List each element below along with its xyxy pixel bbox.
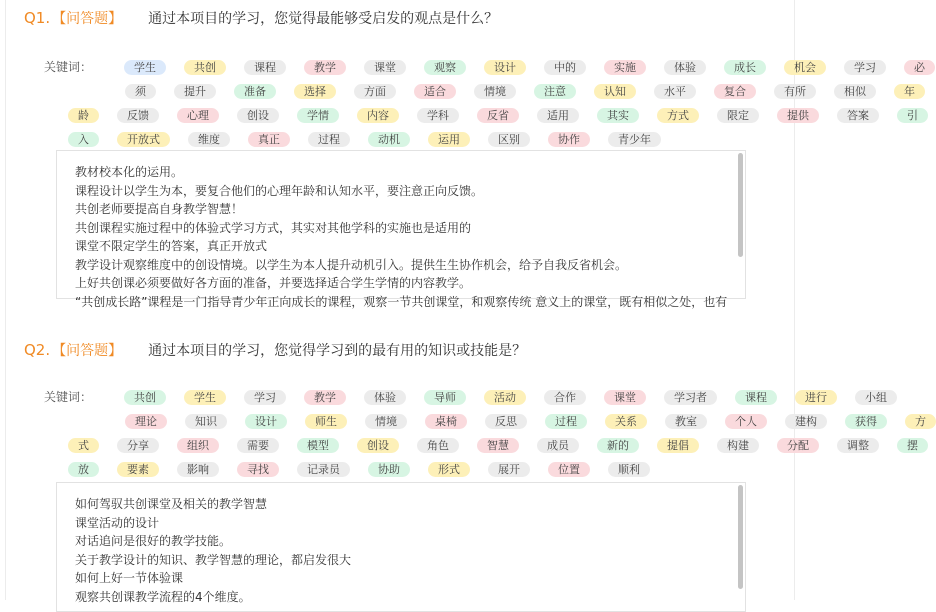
keyword-tag[interactable]: 反馈 bbox=[117, 108, 159, 123]
answer-item: 对话追问是很好的教学技能。 bbox=[75, 534, 232, 548]
keyword-tag[interactable]: 学情 bbox=[297, 108, 339, 123]
answer-item: 观察共创课教学流程的4个维度。 bbox=[75, 589, 251, 604]
keyword-tag[interactable]: 心理 bbox=[177, 108, 219, 123]
keyword-tag[interactable]: 式 bbox=[68, 438, 99, 453]
keyword-tag[interactable]: 适用 bbox=[537, 108, 579, 123]
keyword-tag[interactable]: 关系 bbox=[605, 414, 647, 429]
keyword-tag[interactable]: 中的 bbox=[544, 60, 586, 75]
keyword-tag[interactable]: 知识 bbox=[185, 414, 227, 429]
keyword-tag[interactable]: 学习 bbox=[244, 390, 286, 405]
keyword-tag[interactable]: 体验 bbox=[364, 390, 406, 405]
keyword-tag[interactable]: 影响 bbox=[177, 462, 219, 477]
keyword-tag[interactable]: 展开 bbox=[488, 462, 530, 477]
keyword-tag[interactable]: 青少年 bbox=[608, 132, 661, 147]
keyword-tag[interactable]: 导师 bbox=[424, 390, 466, 405]
answer-list[interactable] bbox=[56, 150, 746, 309]
keyword-tag[interactable]: 学习 bbox=[844, 60, 886, 75]
scrollbar-thumb[interactable] bbox=[738, 485, 743, 589]
keyword-tag[interactable]: 进行 bbox=[795, 390, 837, 405]
keyword-tag[interactable]: 必 bbox=[904, 60, 935, 75]
answer-scrollbar[interactable] bbox=[738, 153, 743, 296]
keyword-tag[interactable]: 准备 bbox=[234, 84, 276, 99]
answer-item: 如何上好一节体验课 bbox=[75, 571, 184, 585]
keyword-row bbox=[124, 385, 897, 409]
keyword-tag[interactable]: 模型 bbox=[297, 438, 339, 453]
keyword-tag[interactable]: 学习者 bbox=[664, 390, 717, 405]
keyword-row bbox=[68, 103, 928, 127]
answer-item: 共创老师要提高自身教学智慧！ bbox=[75, 202, 244, 216]
answer-item: “共创成长路”课程是一门指导青少年正向成长的课程，观察一节共创课堂，和观察传统 意义上的课堂，既有相似之处，也有 bbox=[75, 294, 728, 309]
left-border bbox=[5, 0, 6, 600]
keyword-label: 关键词： bbox=[44, 60, 93, 74]
keyword-tag[interactable]: 方式 bbox=[657, 108, 699, 123]
answer-item: 课堂不限定学生的答案，真正开放式 bbox=[75, 239, 268, 253]
keyword-tag[interactable]: 记录员 bbox=[297, 462, 350, 477]
keyword-tag[interactable]: 创设 bbox=[357, 438, 399, 453]
keyword-tag[interactable]: 动机 bbox=[368, 132, 410, 147]
question-header bbox=[24, 7, 786, 29]
keyword-tag[interactable]: 课堂 bbox=[364, 60, 406, 75]
keyword-tag[interactable]: 提供 bbox=[777, 108, 819, 123]
answer-item: 课堂活动的设计 bbox=[75, 515, 160, 530]
keyword-tag[interactable]: 新的 bbox=[597, 438, 639, 453]
keyword-tag[interactable]: 适合 bbox=[414, 84, 456, 99]
keyword-row bbox=[125, 409, 936, 433]
answer-item: 关于教学设计的知识、教学智慧的理论，都启发很大 bbox=[75, 552, 352, 567]
keyword-tag[interactable]: 成长 bbox=[724, 60, 766, 75]
answer-item: 教学设计观察维度中的创设情境。以学生为本人提升动机引入。提供生生协作机会，给予自我反省机会。 bbox=[75, 257, 628, 272]
question-text: 通过本项目的学习，您觉得学习到的最有用的知识或技能是？ bbox=[148, 343, 527, 359]
keyword-tag[interactable]: 维度 bbox=[188, 132, 230, 147]
question-number: Q2. bbox=[24, 341, 51, 359]
keyword-tag[interactable]: 分配 bbox=[777, 438, 819, 453]
answer-list[interactable] bbox=[56, 482, 746, 612]
keyword-tag[interactable]: 协助 bbox=[368, 462, 410, 477]
keyword-tag[interactable]: 桌椅 bbox=[425, 414, 467, 429]
keyword-tag[interactable]: 建构 bbox=[785, 414, 827, 429]
keyword-tag[interactable]: 方面 bbox=[354, 84, 396, 99]
keyword-row bbox=[124, 55, 935, 79]
keyword-tag[interactable]: 相似 bbox=[834, 84, 876, 99]
keyword-tag[interactable]: 合作 bbox=[544, 390, 586, 405]
keyword-tag[interactable]: 形式 bbox=[428, 462, 470, 477]
keyword-tag[interactable]: 水平 bbox=[654, 84, 696, 99]
keyword-tag[interactable]: 角色 bbox=[417, 438, 459, 453]
keyword-tag[interactable]: 情境 bbox=[474, 84, 516, 99]
keyword-tag[interactable]: 设计 bbox=[484, 60, 526, 75]
keyword-tag[interactable]: 体验 bbox=[664, 60, 706, 75]
keyword-tag[interactable]: 共创 bbox=[184, 60, 226, 75]
keyword-tag[interactable]: 理论 bbox=[125, 414, 167, 429]
answer-item: 如何驾驭共创课堂及相关的教学智慧 bbox=[75, 497, 268, 511]
keyword-tag[interactable]: 区别 bbox=[488, 132, 530, 147]
keyword-tag[interactable]: 认知 bbox=[594, 84, 636, 99]
keyword-tag[interactable]: 活动 bbox=[484, 390, 526, 405]
keyword-tag[interactable]: 选择 bbox=[294, 84, 336, 99]
keyword-tag[interactable]: 智慧 bbox=[477, 438, 519, 453]
keyword-tag[interactable]: 位置 bbox=[548, 462, 590, 477]
keyword-tag[interactable]: 须 bbox=[125, 84, 156, 99]
keyword-tag[interactable]: 教学 bbox=[304, 390, 346, 405]
keyword-tag[interactable]: 方 bbox=[905, 414, 936, 429]
keyword-tag[interactable]: 寻找 bbox=[237, 462, 279, 477]
keyword-tag[interactable]: 需要 bbox=[237, 438, 279, 453]
keyword-tag[interactable]: 顺利 bbox=[608, 462, 650, 477]
keyword-row bbox=[68, 127, 661, 151]
keyword-tag[interactable]: 机会 bbox=[784, 60, 826, 75]
keyword-tag[interactable]: 课程 bbox=[244, 60, 286, 75]
keyword-tag[interactable]: 学生 bbox=[184, 390, 226, 405]
keyword-tag[interactable]: 引 bbox=[897, 108, 928, 123]
keyword-tag[interactable]: 提升 bbox=[174, 84, 216, 99]
keyword-tag[interactable]: 龄 bbox=[68, 108, 99, 123]
keyword-tag[interactable]: 师生 bbox=[305, 414, 347, 429]
keyword-tag[interactable]: 要素 bbox=[117, 462, 159, 477]
keyword-tag[interactable]: 注意 bbox=[534, 84, 576, 99]
keyword-tag[interactable]: 实施 bbox=[604, 60, 646, 75]
keyword-cloud bbox=[44, 55, 925, 151]
keyword-tag[interactable]: 内容 bbox=[357, 108, 399, 123]
keyword-label: 关键词： bbox=[44, 390, 93, 404]
keyword-tag[interactable]: 其实 bbox=[597, 108, 639, 123]
keyword-tag[interactable]: 课程 bbox=[735, 390, 777, 405]
keyword-tag[interactable]: 反省 bbox=[477, 108, 519, 123]
keyword-row bbox=[68, 457, 650, 481]
keyword-tag[interactable]: 学科 bbox=[417, 108, 459, 123]
answer-item: 共创课程实施过程中的体验式学习方式，其实对其他学科的实施也是适用的 bbox=[75, 220, 472, 235]
keyword-tag[interactable]: 放 bbox=[68, 462, 99, 477]
keyword-tag[interactable]: 摆 bbox=[897, 438, 928, 453]
keyword-tag[interactable]: 构建 bbox=[717, 438, 759, 453]
keyword-tag[interactable]: 答案 bbox=[837, 108, 879, 123]
question-header bbox=[24, 339, 786, 361]
keyword-tag[interactable]: 限定 bbox=[717, 108, 759, 123]
keyword-tag[interactable]: 开放式 bbox=[117, 132, 170, 147]
keyword-tag[interactable]: 教室 bbox=[665, 414, 707, 429]
keyword-tag[interactable]: 个人 bbox=[725, 414, 767, 429]
keyword-tag[interactable]: 观察 bbox=[424, 60, 466, 75]
keyword-tag[interactable]: 课堂 bbox=[604, 390, 646, 405]
keyword-cloud bbox=[44, 385, 926, 481]
keyword-tag[interactable]: 小组 bbox=[855, 390, 897, 405]
answer-item: 上好共创课必须要做好各方面的准备，并要选择适合学生学情的内容教学。 bbox=[75, 276, 472, 290]
keyword-tag[interactable]: 协作 bbox=[548, 132, 590, 147]
keyword-tag[interactable]: 真正 bbox=[248, 132, 290, 147]
keyword-row bbox=[68, 433, 928, 457]
keyword-tag[interactable]: 获得 bbox=[845, 414, 887, 429]
answer-item: 课程设计以学生为本，要复合他们的心理年龄和认知水平，要注意正向反馈。 bbox=[75, 183, 484, 198]
keyword-tag[interactable]: 设计 bbox=[245, 414, 287, 429]
question-type: 【问答题】 bbox=[52, 343, 123, 359]
keyword-row bbox=[125, 79, 925, 103]
keyword-tag[interactable]: 成员 bbox=[537, 438, 579, 453]
keyword-tag[interactable]: 情境 bbox=[365, 414, 407, 429]
keyword-tag[interactable]: 组织 bbox=[177, 438, 219, 453]
question-number: Q1. bbox=[24, 9, 51, 27]
keyword-tag[interactable]: 入 bbox=[68, 132, 99, 147]
scrollbar-thumb[interactable] bbox=[738, 153, 743, 257]
question-text: 通过本项目的学习，您觉得最能够受启发的观点是什么？ bbox=[148, 11, 499, 27]
keyword-tag[interactable]: 过程 bbox=[545, 414, 587, 429]
question-type: 【问答题】 bbox=[52, 11, 123, 27]
keyword-tag[interactable]: 提倡 bbox=[657, 438, 699, 453]
keyword-tag[interactable]: 过程 bbox=[308, 132, 350, 147]
keyword-tag[interactable]: 调整 bbox=[837, 438, 879, 453]
keyword-tag[interactable]: 反思 bbox=[485, 414, 527, 429]
keyword-tag[interactable]: 教学 bbox=[304, 60, 346, 75]
keyword-tag[interactable]: 共创 bbox=[124, 390, 166, 405]
keyword-tag[interactable]: 创设 bbox=[237, 108, 279, 123]
answer-scrollbar[interactable] bbox=[738, 485, 743, 609]
answer-item: 教材校本化的运用。 bbox=[75, 165, 184, 179]
keyword-tag[interactable]: 年 bbox=[894, 84, 925, 99]
keyword-tag[interactable]: 分享 bbox=[117, 438, 159, 453]
keyword-tag[interactable]: 运用 bbox=[428, 132, 470, 147]
keyword-tag[interactable]: 有所 bbox=[774, 84, 816, 99]
keyword-tag[interactable]: 复合 bbox=[714, 84, 756, 99]
keyword-tag[interactable]: 学生 bbox=[124, 60, 166, 75]
